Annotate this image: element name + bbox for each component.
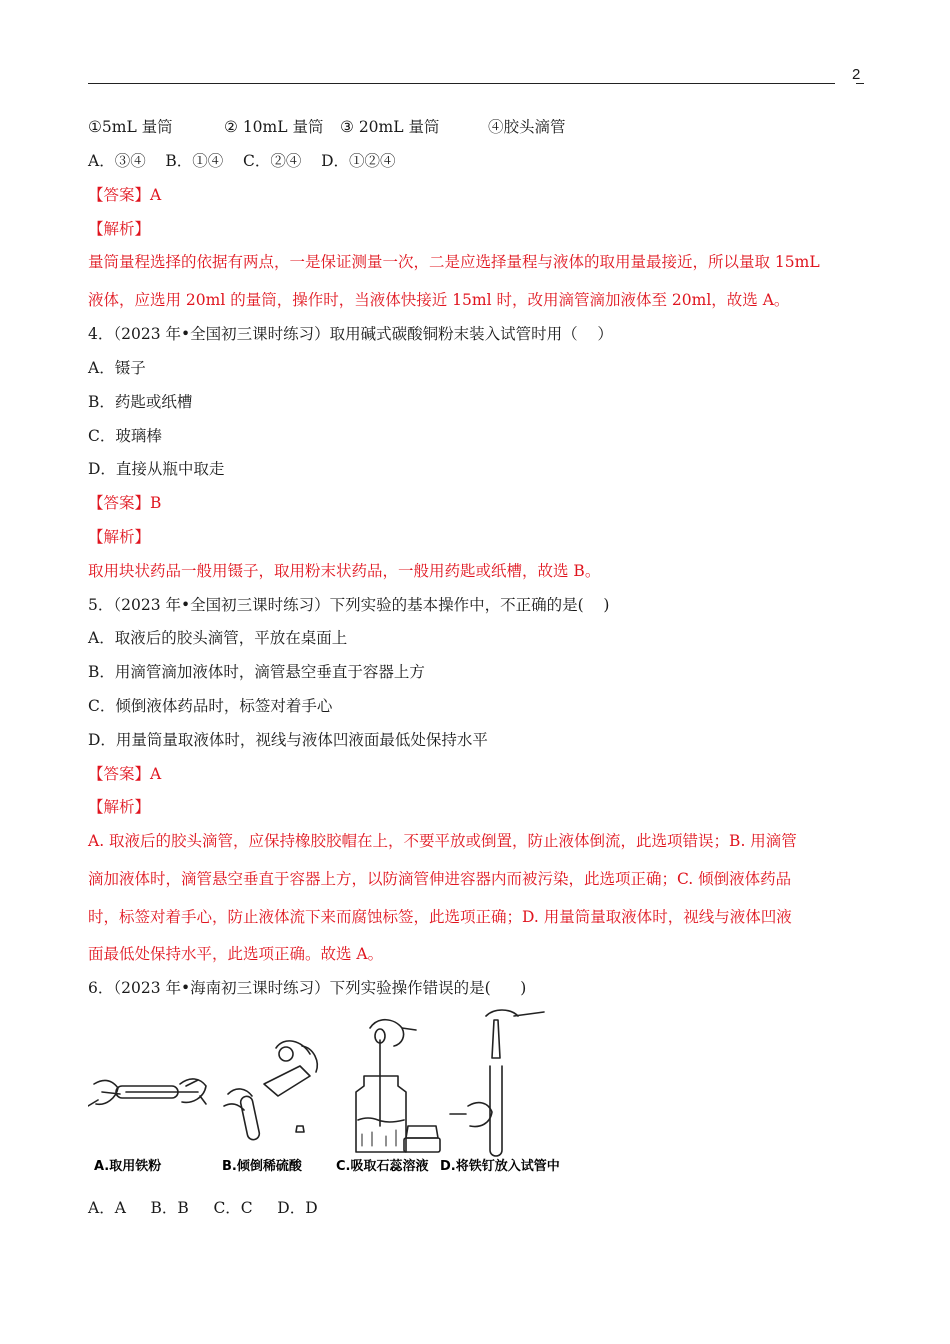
q6-choices: A．A B．B C．C D．D [88,1199,318,1217]
figure-label-b: B.倾倒稀硫酸 [222,1159,302,1174]
q6-stem: 6．（2023 年•海南初三课时练习）下列实验操作错误的是( ) [88,979,527,997]
q5-option-c: C．倾倒液体药品时，标签对着手心 [88,697,333,715]
q3-choices: A．③④ B．①④ C．②④ D．①②④ [88,152,396,170]
page-number: 2 [852,66,861,83]
q5-option-d: D．用量筒量取液体时，视线与液体凹液面最低处保持水平 [88,731,488,749]
q3-analysis-line-1: 量筒量程选择的依据有两点，一是保证测量一次，二是应选择量程与液体的取用量最接近，所以量取 15mL [88,253,820,271]
q4-option-c: C．玻璃棒 [88,427,162,445]
q5-option-a: A．取液后的胶头滴管，平放在桌面上 [88,629,348,647]
header-rule [88,83,835,84]
figure-label-d: D.将铁钉放入试管中 [440,1159,560,1174]
q5-analysis-line-4: 面最低处保持水平，此选项正确。故选 A。 [88,945,384,963]
q4-answer: 【答案】B [88,494,162,512]
figure-label-a: A.取用铁粉 [94,1159,162,1174]
q6-figure [88,1006,588,1176]
q3-option-1: ①5mL 量筒 [88,118,173,136]
figure-a-horizontal-test-tube [88,1079,206,1106]
figure-label-c: C.吸取石蕊溶液 [336,1159,429,1174]
q5-analysis-line-1: A. 取液后的胶头滴管，应保持橡胶胶帽在上，不要平放或倒置，防止液体倒流，此选项错误；B. 用滴管 [88,832,797,850]
q4-option-d: D．直接从瓶中取走 [88,460,225,478]
q3-option-4: ④胶头滴管 [488,118,566,136]
q4-option-a: A．镊子 [88,359,146,377]
figure-c-dropper-bottle [356,1020,440,1152]
q5-analysis-label: 【解析】 [88,798,151,816]
q4-analysis: 取用块状药品一般用镊子，取用粉末状药品，一般用药匙或纸槽，故选 B。 [88,562,601,580]
lab-operations-illustration [88,1006,588,1176]
q5-answer: 【答案】A [88,765,162,783]
q3-option-2: ② 10mL 量筒 [224,118,324,136]
q3-answer: 【答案】A [88,186,162,204]
q5-analysis-line-2: 滴加液体时，滴管悬空垂直于容器上方，以防滴管伸进容器内而被污染，此选项正确；C. 倾倒液体药品 [88,870,792,888]
figure-b-pouring-liquid [224,1041,317,1141]
q4-analysis-label: 【解析】 [88,528,151,546]
q5-option-b: B．用滴管滴加液体时，滴管悬空垂直于容器上方 [88,663,425,681]
page-number-underline [856,83,864,84]
q3-analysis-line-2: 液体，应选用 20ml 的量筒，操作时，当液体快接近 15ml 时，改用滴管滴加液体至 20ml，故选 A。 [88,291,790,309]
q5-stem: 5．（2023 年•全国初三课时练习）下列实验的基本操作中，不正确的是( ) [88,596,610,614]
q4-option-b: B．药匙或纸槽 [88,393,193,411]
q3-analysis-label: 【解析】 [88,220,151,238]
q4-stem: 4．（2023 年•全国初三课时练习）取用碱式碳酸铜粉末装入试管时用（ ） [88,325,613,343]
q3-option-3: ③ 20mL 量筒 [340,118,440,136]
q5-analysis-line-3: 时，标签对着手心，防止液体流下来而腐蚀标签，此选项正确；D. 用量筒量取液体时，视线与液体凹液 [88,908,792,926]
figure-d-vertical-test-tube [450,1010,544,1156]
